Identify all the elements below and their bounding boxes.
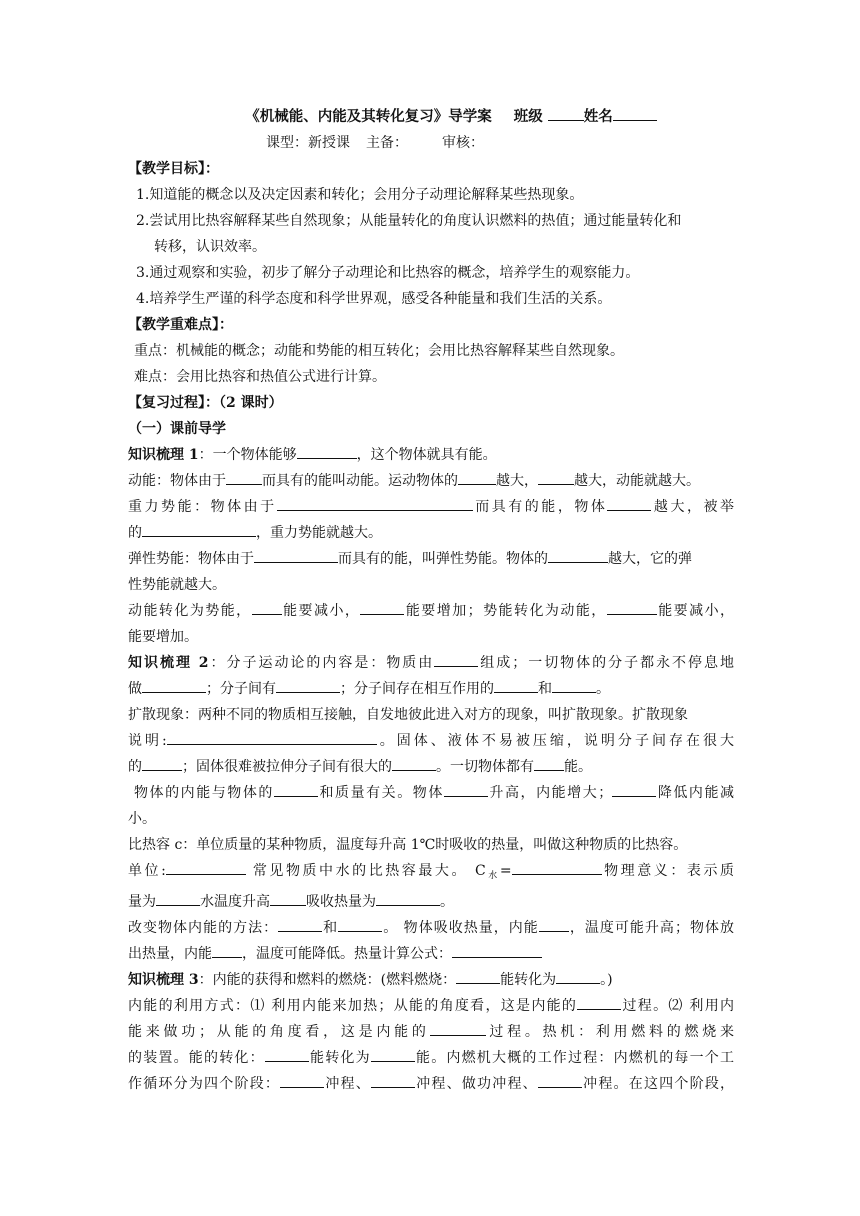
fill-blank[interactable] [274, 782, 318, 797]
fill-blank[interactable] [280, 1073, 324, 1088]
fill-blank[interactable] [538, 1073, 582, 1088]
goals-heading: 【教学目标】： [128, 161, 219, 177]
specific-heat-line: 比热容 c：单位质量的某种物质，温度每升高 1℃时吸收的热量，叫做这种物质的比热容。 [128, 837, 688, 853]
fill-blank[interactable] [167, 730, 377, 745]
goal-item: 4.培养学生严谨的科学态度和科学世界观，感受各种能量和我们生活的关系。 [136, 291, 612, 307]
fill-blank[interactable] [142, 756, 182, 771]
k2-molecular-line: 知识梳理 2：分子运动论的内容是：物质由 组成；一切物体的分子都永不停息地 [128, 650, 734, 676]
k3-fuel-line: 知识梳理 3：内能的获得和燃料的燃烧：(燃料燃烧： 能转化为 。) [128, 967, 734, 993]
fill-blank[interactable] [360, 600, 404, 615]
kinetic-energy-line: 动能：物体由于 而具有的能叫动能。运动物体的 越大， 越大，动能就越大。 [128, 468, 734, 494]
fill-blank[interactable] [534, 756, 564, 771]
goal-item: 3.通过观察和实验，初步了解分子动理论和比热容的概念，培养学生的观察能力。 [136, 265, 640, 281]
fill-blank[interactable] [556, 969, 600, 984]
usage-line: 内能的利用方式：⑴ 利用内能来加热；从能的角度看，这是内能的 过程。⑵ 利用内 [128, 993, 734, 1019]
diffusion-line-3: 的 ；固体很难被拉伸分子间有很大的 。一切物体都有 能。 [128, 754, 734, 780]
fill-blank[interactable] [552, 678, 596, 693]
fill-blank[interactable] [254, 548, 338, 563]
conversion-line: 动能转化为势能， 能要减小， 能要增加；势能转化为动能， 能要减小， [128, 598, 734, 624]
fill-blank[interactable] [142, 522, 256, 537]
meaning-line: 量为 水温度升高 吸收热量为 。 [128, 889, 734, 915]
lesson-info: 课型：新授课 主备： 审核： [266, 135, 484, 151]
fill-blank[interactable] [430, 1021, 486, 1036]
fill-blank[interactable] [577, 995, 621, 1010]
fill-blank[interactable] [434, 652, 478, 667]
elastic-energy-line-2: 性势能就越大。 [128, 577, 226, 593]
fill-blank[interactable] [607, 600, 657, 615]
fill-blank[interactable] [452, 943, 542, 958]
fill-blank[interactable] [156, 891, 200, 906]
fill-blank[interactable] [538, 470, 574, 485]
k1-intro: 知识梳理 1：一个物体能够 ，这个物体就具有能。 [128, 442, 734, 468]
fill-blank[interactable] [392, 756, 436, 771]
engine-line: 的装置。能的转化： 能转化为 能。内燃机大概的工作过程：内燃机的每一个工 [128, 1045, 734, 1071]
fill-blank[interactable] [277, 496, 473, 511]
fill-blank[interactable] [512, 860, 602, 875]
conversion-line-2: 能要增加。 [128, 629, 198, 645]
fill-blank[interactable] [270, 891, 306, 906]
difficult-point: 难点：会用比热容和热值公式进行计算。 [134, 369, 386, 385]
stroke-line: 作循环分为四个阶段： 冲程、 冲程、做功冲程、 冲程。在这四个阶段， [128, 1071, 734, 1097]
important-point: 重点：机械能的概念；动能和势能的相互转化；会用比热容解释某些自然现象。 [134, 343, 624, 359]
goal-item: 转移，认识效率。 [154, 239, 266, 255]
work-line: 能来做功；从能的角度看，这是内能的 过程。热机：利用燃料的燃烧来 [128, 1019, 734, 1045]
worksheet-content [128, 104, 734, 1097]
fill-blank[interactable] [252, 600, 282, 615]
fill-blank[interactable] [458, 470, 496, 485]
section-heading: （一）课前导学 [128, 421, 226, 437]
class-blank[interactable] [548, 106, 584, 121]
k2-molecular-line-2: 做 ；分子间有 ；分子间存在相互作用的 和 。 [128, 676, 734, 702]
keypoints-heading: 【教学重难点】： [128, 317, 233, 333]
fill-blank[interactable] [142, 678, 206, 693]
fill-blank[interactable] [612, 782, 656, 797]
document-title: 《机械能、内能及其转化复习》导学案 班级 姓名 [128, 104, 734, 130]
change-energy-line: 改变物体内能的方法： 和 。 物体吸收热量，内能 ，温度可能升高；物体放 [128, 915, 734, 941]
fill-blank[interactable] [607, 496, 651, 511]
goal-item: 2.尝试用比热容解释某些自然现象；从能量转化的角度认识燃料的热值；通过能量转化和 [136, 213, 682, 229]
unit-line: 单位: 常见物质中水的比热容最大。 $C_水=$ 物理意义：表示质 [128, 858, 734, 889]
fill-blank[interactable] [278, 917, 322, 932]
internal-energy-line: 物体的内能与物体的 和质量有关。物体 升高，内能增大； 降低内能减 [128, 780, 734, 806]
fill-blank[interactable] [548, 548, 608, 563]
fill-blank[interactable] [212, 943, 242, 958]
fill-blank[interactable] [297, 444, 357, 459]
gravity-energy-line: 重力势能：物体由于 而具有的能，物体 越大，被举 [128, 494, 734, 520]
heat-formula-line: 出热量，内能 ，温度可能降低。热量计算公式： [128, 941, 734, 967]
name-blank[interactable] [613, 106, 657, 121]
process-heading: 【复习过程】：（2 课时） [128, 395, 283, 411]
fill-blank[interactable] [276, 678, 340, 693]
fill-blank[interactable] [338, 917, 382, 932]
gravity-energy-line-2: 的 ，重力势能就越大。 [128, 520, 734, 546]
fill-blank[interactable] [494, 678, 538, 693]
fill-blank[interactable] [226, 470, 262, 485]
fill-blank[interactable] [371, 1047, 415, 1062]
fill-blank[interactable] [539, 917, 569, 932]
fill-blank[interactable] [376, 891, 440, 906]
goal-item: 1.知道能的概念以及决定因素和转化；会用分子动理论解释某些热现象。 [136, 187, 584, 203]
diffusion-line: 扩散现象：两种不同的物质相互接触，自发地彼此进入对方的现象，叫扩散现象。扩散现象 [128, 707, 688, 723]
fill-blank[interactable] [444, 782, 488, 797]
fill-blank[interactable] [265, 1047, 309, 1062]
fill-blank[interactable] [371, 1073, 415, 1088]
diffusion-line-2: 说明: 。固体、液体不易被压缩，说明分子间存在很大 [128, 728, 734, 754]
fill-blank[interactable] [166, 860, 246, 875]
internal-energy-line-2: 小。 [128, 811, 156, 827]
fill-blank[interactable] [456, 969, 500, 984]
elastic-energy-line: 弹性势能：物体由于 而具有的能，叫弹性势能。物体的 越大，它的弹 [128, 546, 734, 572]
